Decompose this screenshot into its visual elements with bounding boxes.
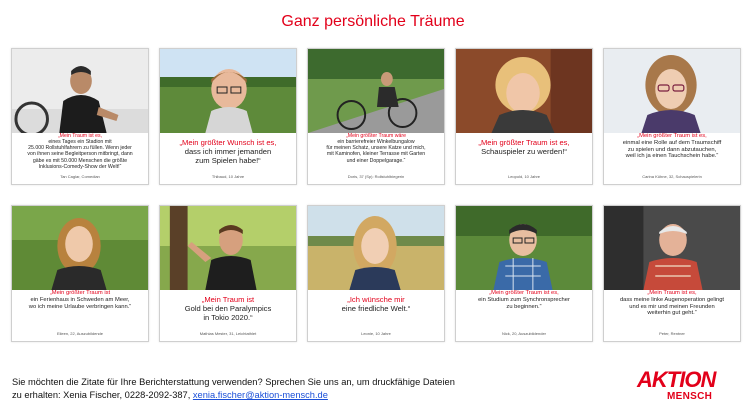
woman-glasses-photo: [604, 49, 740, 133]
quote-attribution: Thibaud, 10 Jahre: [211, 174, 245, 179]
quote-attribution: Peter, Rentner: [659, 331, 685, 336]
quote-text: „Mein größter Traum ist es, ein Studium zum Synchronsprecher zu beginnen.“: [478, 290, 570, 310]
quote-card: [159, 48, 297, 185]
quote-card: [603, 48, 741, 185]
quote-text: „Mein größter Traum wäre ein barrierefreier Winkelbungalow für meinen Schatz, unsere Katze und mich, mit Kaminofen, kleiner Terrasse mit Garten und einer Doppelgarage.“: [326, 133, 426, 164]
aktion-mensch-logo: [637, 367, 723, 407]
quote-text: „Mein größter Traum ist es, einmal eine Rolle auf dem Traumschiff zu spielen und dann abzutauchen, weil ich ja einen Tauchschein habe.“: [622, 133, 722, 160]
quote-card: [159, 205, 297, 342]
quote-card: [307, 48, 445, 185]
older-man-photo: [604, 206, 740, 290]
quote-card: [307, 205, 445, 342]
email-link[interactable]: xenia.fischer@aktion-mensch.de: [192, 390, 328, 401]
quote-card: [11, 205, 149, 342]
quote-text: „Mein Traum ist es, dass meine linke Augenoperation gelingt und es mir und meinen Freunden weiterhin gut geht.“: [619, 290, 725, 317]
athlete-tree-photo: [160, 206, 296, 290]
footer-line-1: Sie möchten die Zitate für Ihre Berichterstattung verwenden? Sprechen Sie uns an, um druckfähige Dateien: [12, 377, 455, 387]
quote-text: „Mein größter Wunsch ist es, dass ich immer jemanden zum Spielen habe!“: [179, 138, 277, 165]
young-man-plaid-photo: [456, 206, 592, 290]
quote-attribution: Carina Kühne, 32, Schauspielerin: [642, 174, 702, 179]
logo-line-2: MENSCH: [667, 391, 713, 402]
quote-attribution: Leonie, 10 Jahre: [361, 331, 391, 336]
quote-text: „Mein Traum ist es, eines Tages ein Stadion mit 25.000 Rollstuhlfahrern zu füllen. Wenn jeder von ihnen seine Begleitperson mitbringt, dann gäbe es mit 50.000 Menschen die größte Inklusions-Comedy-Show der Welt!“: [27, 133, 133, 170]
contact-footer: [12, 376, 455, 403]
quote-card: [11, 48, 149, 185]
page-title: Ganz persönliche Träume: [281, 13, 465, 30]
quote-attribution: Leopold, 10 Jahre: [507, 174, 541, 179]
quote-attribution: Nick, 20, Auszubildender: [501, 331, 547, 336]
quote-attribution: Eileen, 22, Auszubildende: [56, 331, 104, 336]
boy-meadow-photo: [160, 49, 296, 133]
young-woman-photo: [12, 206, 148, 290]
footer-contact-text: zu erhalten: Xenia Fischer, 0228-2092-387,: [12, 390, 193, 401]
quote-text: „Mein größter Traum ist es, Schauspieler zu werden!“: [478, 138, 570, 156]
quote-card: [455, 205, 593, 342]
curly-boy-photo: [456, 49, 592, 133]
quote-attribution: Tan Caglar, Comedian: [60, 174, 100, 179]
quote-attribution: Doris, 37 (Sp): Rollstuhlbiegerin: [347, 174, 405, 179]
man-wheelchair-photo: [12, 49, 148, 133]
footer-line-2: [12, 389, 455, 402]
quote-text: „Mein Traum ist Gold bei den Paralympics in Tokio 2020.“: [184, 295, 272, 322]
quote-text: „Ich wünsche mir eine friedliche Welt.“: [341, 295, 411, 313]
girl-field-photo: [308, 206, 444, 290]
logo-line-1: AKTION: [637, 367, 716, 392]
woman-handbike-photo: [308, 49, 444, 133]
quote-card: [455, 48, 593, 185]
quote-card: [603, 205, 741, 342]
quote-text: „Mein größter Traum ist ein Ferienhaus in Schweden am Meer, wo ich meine Urlaube verbringen kann.“: [28, 290, 132, 310]
quote-attribution: Mathias Mester, 31, Leichtathlet: [199, 331, 257, 336]
